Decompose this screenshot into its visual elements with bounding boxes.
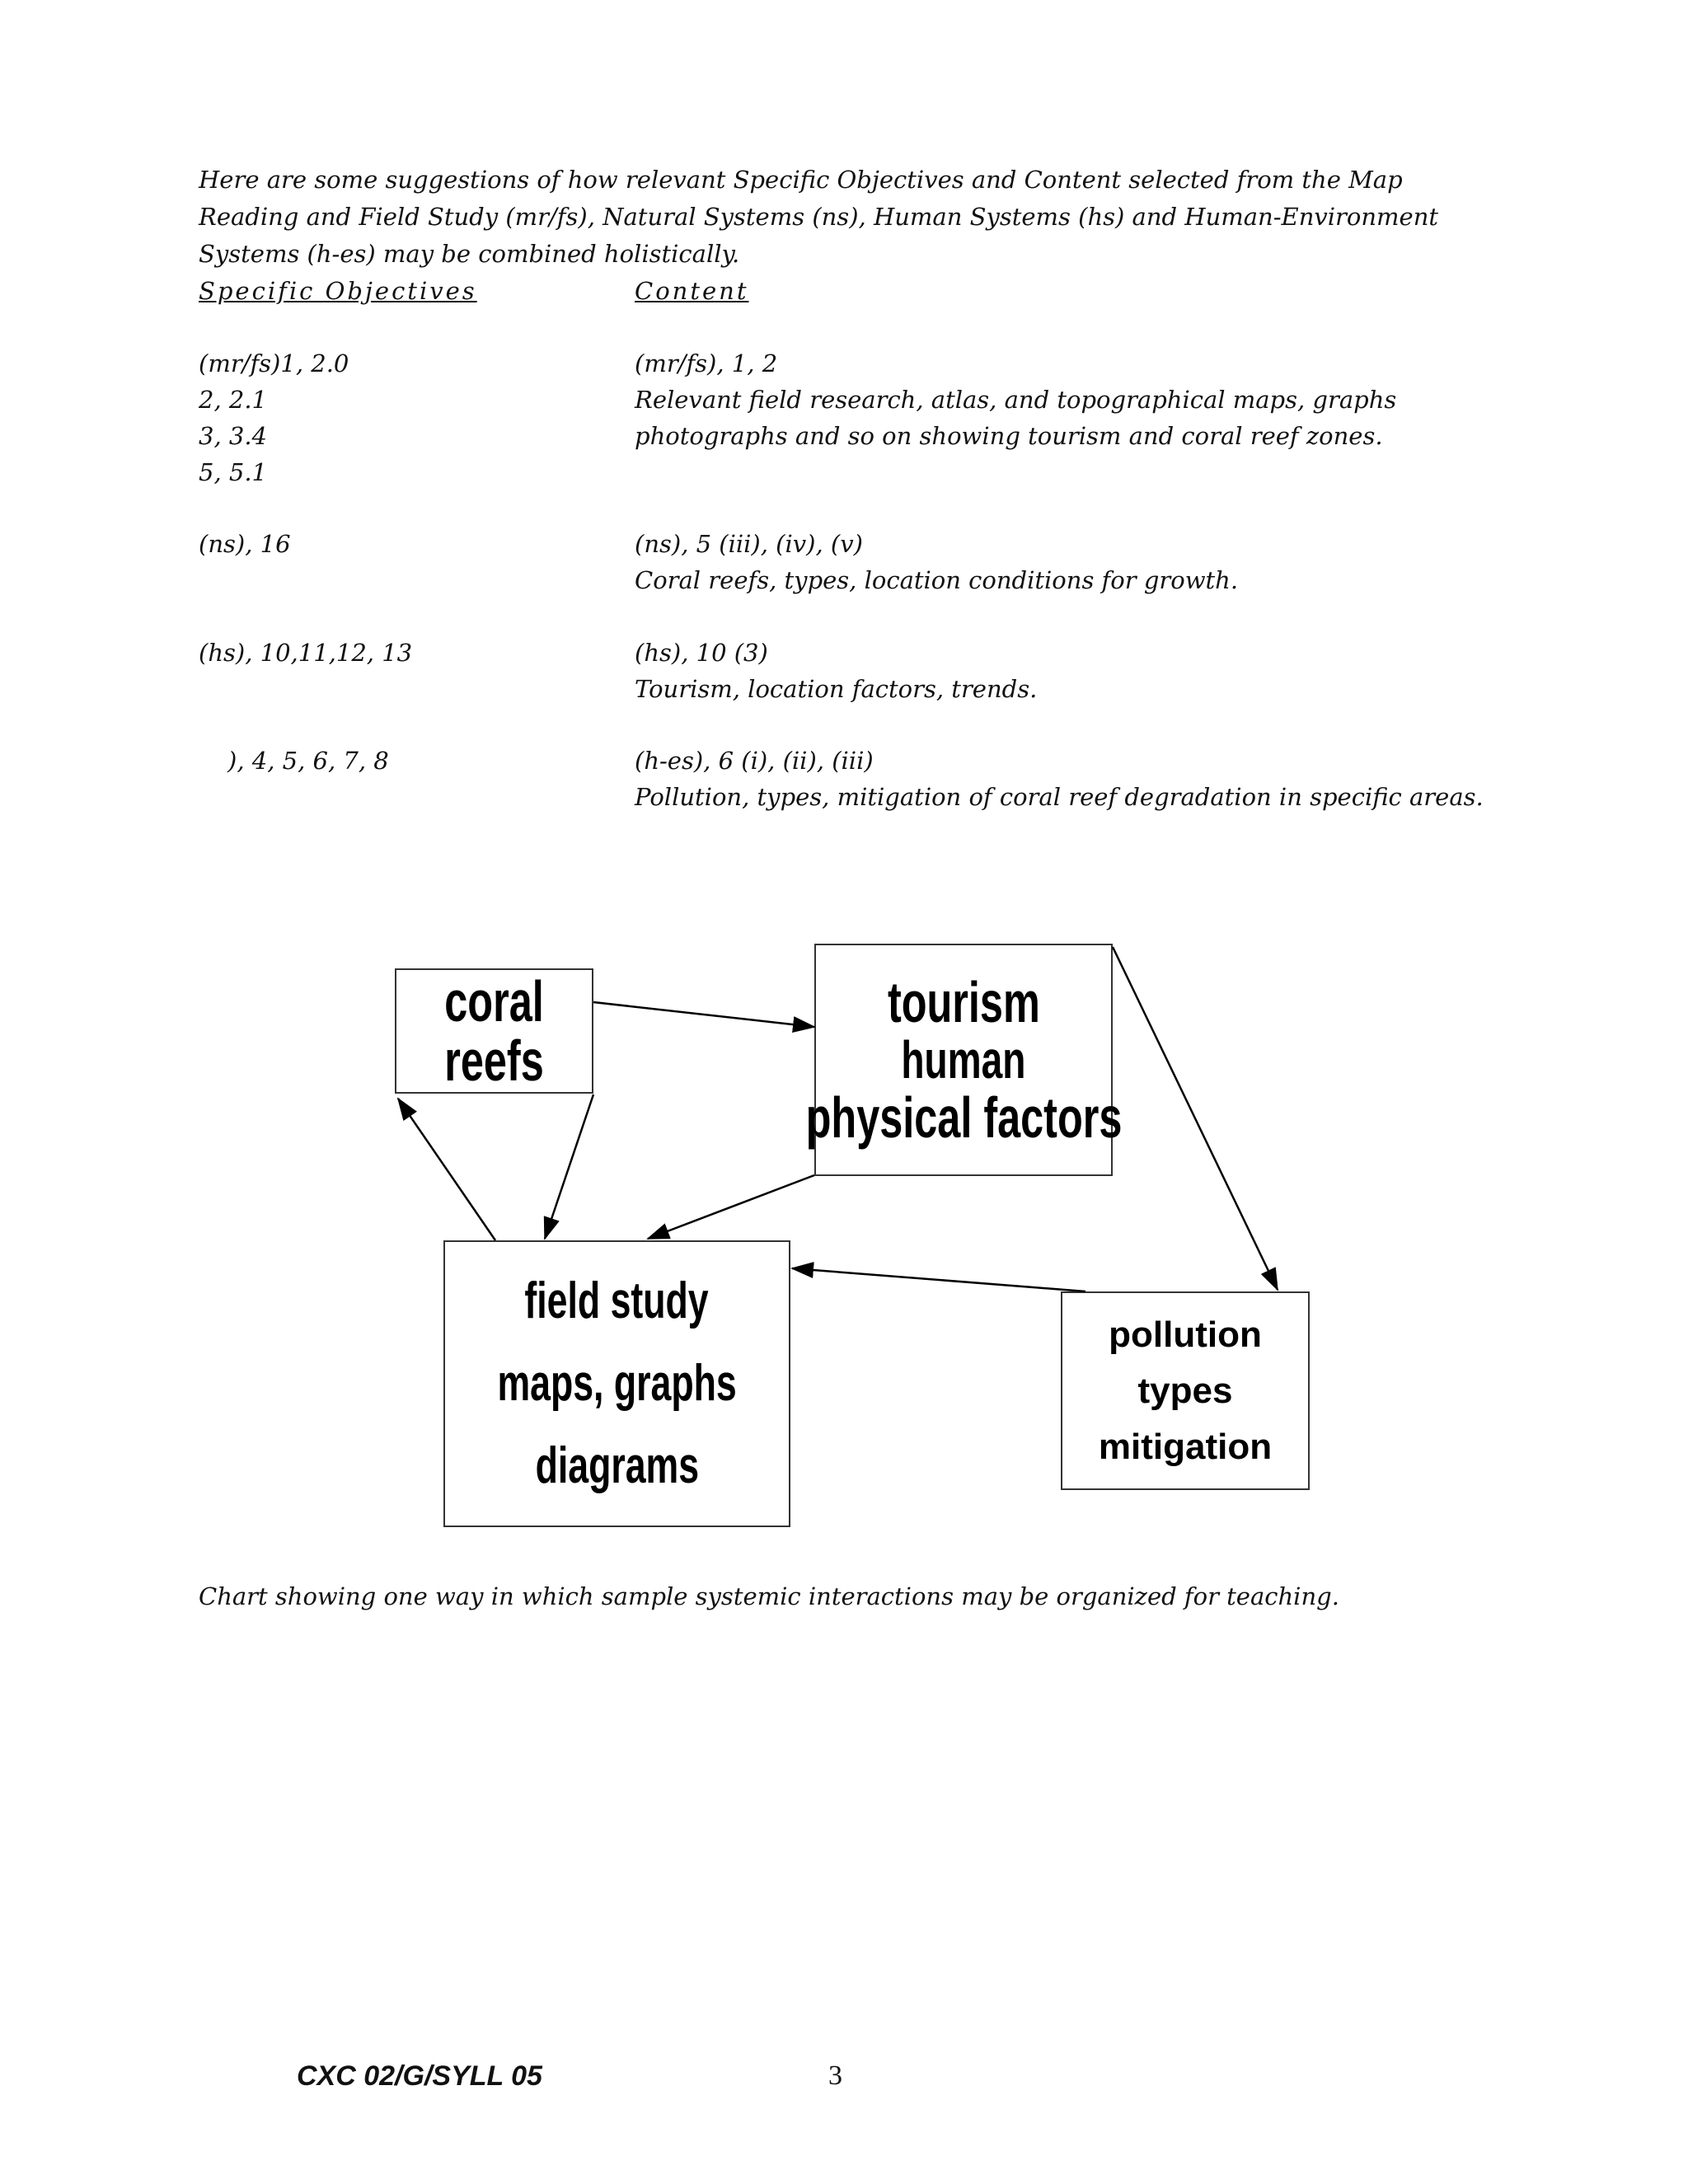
box-label: tourism (887, 970, 1040, 1034)
content-line: (ns), 5 (iii), (iv), (v) (635, 530, 863, 558)
footer-code: CXC 02/G/SYLL 05 (297, 2060, 542, 2092)
content-line: (mr/fs), 1, 2 (635, 349, 778, 377)
content-line: (h-es), 6 (i), (ii), (iii) (635, 747, 874, 775)
arrow-coral-to-field (545, 1094, 593, 1239)
arrow-field-to-coral (398, 1099, 495, 1240)
objective-line: 2, 2.1 (199, 386, 268, 414)
objective-line: ), 4, 5, 6, 7, 8 (227, 747, 389, 775)
objectives-header: Specific Objectives (199, 277, 477, 305)
box-label: mitigation (1098, 1426, 1273, 1467)
content-line: (hs), 10 (3) (635, 639, 768, 667)
objective-line: 3, 3.4 (199, 422, 268, 450)
objective-line: (hs), 10,11,12, 13 (199, 639, 413, 667)
box-label: coral reefs (444, 969, 544, 1093)
box-label: field study (524, 1272, 710, 1329)
content-line: Coral reefs, types, location conditions for growth. (635, 566, 1239, 594)
arrow-tourism-to-pollution (1113, 947, 1278, 1290)
content-line: Tourism, location factors, trends. (635, 675, 1038, 703)
box-label: diagrams (535, 1437, 699, 1494)
chart-caption: Chart showing one way in which sample systemic interactions may be organized for teaching. (199, 1582, 1339, 1610)
objective-line: (mr/fs)1, 2.0 (199, 349, 349, 377)
intro-paragraph: Here are some suggestions of how relevant Specific Objectives and Content selected from the Map Reading and Field Study (mr/fs), Natural Systems (ns), Human Systems (hs) and Human-Environment Systems (h-es) may be combined holistically. (199, 166, 1439, 268)
box-label: types (1137, 1370, 1233, 1411)
content-header: Content (635, 277, 749, 305)
box-label: maps, graphs (497, 1355, 737, 1412)
content-line: photographs and so on showing tourism and coral reef zones. (635, 422, 1383, 450)
content-line: Relevant field research, atlas, and topographical maps, graphs (635, 386, 1397, 414)
arrow-tourism-to-field (648, 1175, 814, 1239)
content-line: Pollution, types, mitigation of coral reef degradation in specific areas. (635, 783, 1484, 811)
box-label: physical factors (805, 1085, 1122, 1150)
objective-line: 5, 5.1 (199, 458, 268, 486)
box-label: human (901, 1030, 1026, 1090)
arrow-coral-to-tourism (593, 1002, 814, 1027)
arrow-pollution-to-field (792, 1268, 1085, 1291)
box-label: pollution (1109, 1314, 1262, 1355)
objective-line: (ns), 16 (199, 530, 291, 558)
page-number: 3 (828, 2060, 842, 2091)
